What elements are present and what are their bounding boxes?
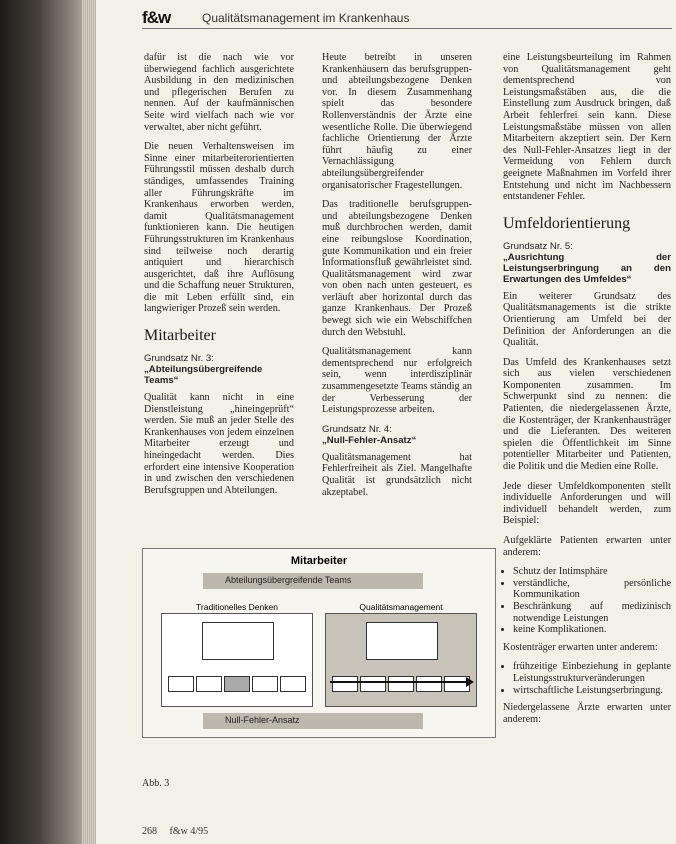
patient-expectations-list — [503, 566, 671, 636]
org-box — [196, 676, 222, 692]
payer-expectations-list — [503, 661, 671, 696]
paragraph: Ein weiterer Grundsatz des Qualitätsmanagements ist die strikte Orientierung am Umfeld bei der Definition der Anforderungen an die Qualität. — [503, 290, 671, 349]
issue-label: f&w 4/95 — [169, 826, 209, 837]
org-box — [168, 676, 194, 692]
zero-defect-label: Null-Fehler-Ansatz — [225, 715, 300, 725]
org-box — [224, 676, 250, 692]
column-2 — [322, 52, 472, 506]
org-box — [252, 676, 278, 692]
list-item: • wirtschaftliche Leistungserbringung. — [513, 685, 671, 697]
teams-arrow-band — [203, 573, 423, 589]
paragraph: Die neuen Verhaltensweisen im Sinne einer mitarbeiterorientierten Führungsstil müssen deshalb durch ständiges, umfassendes Training aller Führungskräfte im Krankenhaus erworben werden, damit Qualitätsmanagement funktionieren kann. Die heutigen Führungsstrukturen im Krankenhaus sind teilweise noch derartig antiquiert und hierarchisch ausgerichtet, daß ihre Auflösung und die Schaffung neuer Strukturen, die mit Leben erfüllt sind, ein langwieriger Prozeß sein werden. — [144, 141, 294, 315]
list-item: • frühzeitige Einbeziehung in geplante Leistungsstrukturveränderungen — [513, 661, 671, 684]
org-box-top — [202, 622, 274, 660]
org-box — [332, 676, 358, 692]
header-rule — [142, 28, 672, 29]
paragraph: Das Umfeld des Krankenhauses setzt sich aus vielen verschiedenen Komponenten zusammen. Im Schwerpunkt sind zu nennen: die Patienten, die niedergelassenen Ärzte, die Kostenträger, der Krankenhausträger und die Lieferanten. Des weiteren spielen die Öffentlichkeit im Sinne potentieller Mitarbeiter und Patienten, die Politik und die Medien eine Rolle. — [503, 356, 671, 473]
org-box — [360, 676, 386, 692]
paragraph: Aufgeklärte Patienten erwarten unter anderem: — [503, 535, 671, 558]
paragraph: eine Leistungsbeurteilung im Rahmen von Qualitätsmanagement geht dementsprechend von Leistungsmaßstäben aus, die die Einstellung zum Ausdruck bringen, daß Arbeit fehlerfrei sein kann. Diese Leistungsmaßstäbe müssen von allen Mitarbeitern akzeptiert sein. Der Kern des Null-Fehler-Ansatzes liegt in der Vermeidung von Fehlern durch geeignete Maßnahmen im Vorfeld ihrer Entstehung und nicht im Nachbessern entstandener Fehler. — [503, 52, 671, 203]
principle-heading-5: Grundsatz Nr. 5: „Ausrichtung der Leistungserbringung an den Erwartungen des Umfeldes“ — [503, 240, 671, 285]
figure-title: Mitarbeiter — [290, 555, 348, 567]
org-box — [280, 676, 306, 692]
org-box — [416, 676, 442, 692]
paragraph: Jede dieser Umfeldkomponenten stellt individuelle Anforderungen und will individuell behandelt werden, zum Beispiel: — [503, 480, 671, 527]
teams-arrow-label: Abteilungsübergreifende Teams — [225, 575, 352, 585]
principle-heading-4: Grundsatz Nr. 4: „Null-Fehler-Ansatz“ — [322, 423, 417, 446]
section-heading-umfeldorientierung: Umfeldorientierung — [503, 214, 631, 232]
list-item: • Schutz der Intimsphäre — [513, 566, 671, 578]
column-3 — [503, 52, 671, 733]
paragraph: Heute betreibt in unseren Krankenhäusern das berufsgruppen- und abteilungsbezogene Denken vor. In diesem Zusammenhang spielt das besondere Rollenverständnis der Ärzte eine wesentliche Rolle. Die überwiegend fachliche Orientierung der Ärzte führt häufig zu einer Vernachlässigung abteilungsübergreifender organisatorischer Fragestellungen. — [322, 52, 472, 191]
paragraph: Das traditionelle berufsgruppen- und abteilungsbezogene Denken muß durchbrochen werden, damit eine reibungslose Koordination, gute Kommunikation und ein freier Informationsfluß gewährleistet sind. Qualitätsmanagement wird zwar von oben nach unten gesteuert, es verläuft aber horizontal durch das ganze Krankenhaus. Der Prozeß bewegt sich wie ein Webschiffchen durch den Webstuhl. — [322, 199, 472, 338]
running-header — [142, 8, 432, 28]
org-box — [388, 676, 414, 692]
list-item: • Beschränkung auf medizinisch notwendige Leistungen — [513, 601, 671, 624]
figure-diagram — [142, 548, 496, 738]
column-1 — [144, 52, 294, 504]
figure-caption: Abb. 3 — [142, 778, 170, 789]
page-edges — [82, 0, 96, 844]
quality-management-panel — [325, 602, 477, 707]
page-number: 268 — [142, 826, 157, 837]
paragraph: Kostenträger erwarten unter anderem: — [503, 641, 658, 653]
paragraph: Niedergelassene Ärzte erwarten unter anderem: — [503, 702, 671, 725]
page-footer — [142, 826, 208, 837]
panel-title: Qualitätsmanagement — [359, 602, 443, 612]
running-header-title: Qualitätsmanagement im Krankenhaus — [202, 11, 410, 25]
process-arrow-head — [466, 677, 474, 687]
list-item: • keine Komplikationen. — [513, 624, 671, 636]
journal-logo: f&w — [142, 8, 171, 27]
paragraph: Qualitätsmanagement hat Fehlerfreiheit als Ziel. Mangelhafte Qualität ist grundsätzlich nicht akzeptabel. — [322, 451, 472, 498]
list-item: • verständliche, persönliche Kommunikation — [513, 578, 671, 601]
paragraph: dafür ist die nach wie vor überwiegend fachlich ausgerichtete Ausbildung in den medizinischen und pflegerischen Berufen zu nennen. Auf der kaufmännischen Seite wird vielfach nach wie vor verwaltet, aber nicht geführt. — [144, 52, 294, 133]
zero-defect-arrow-band — [203, 713, 423, 729]
page — [96, 0, 676, 844]
process-arrow-line — [330, 681, 470, 683]
org-box-top — [366, 622, 438, 660]
section-heading-mitarbeiter: Mitarbeiter — [144, 327, 216, 345]
principle-heading-3: Grundsatz Nr. 3: „Abteilungsübergreifende Teams“ — [144, 353, 263, 387]
paragraph: Qualität kann nicht in eine Dienstleistung „hineingeprüft“ werden. Sie muß an jeder Stelle des Krankenhauses von jedem einzelnen Mitarbeiter erzeugt und hineingedacht werden. Dies erfordert eine intensive Kooperation in und zwischen den verschiedenen Berufsgruppen und Abteilungen. — [144, 392, 294, 496]
panel-title: Traditionelles Denken — [196, 602, 278, 612]
paragraph: Qualitätsmanagement kann dementsprechend nur erfolgreich sein, wenn interdisziplinär zusammengesetzte Teams ständig an der Verbesserung der Leistungsprozesse arbeiten. — [322, 346, 472, 416]
traditional-thinking-panel — [161, 602, 313, 707]
